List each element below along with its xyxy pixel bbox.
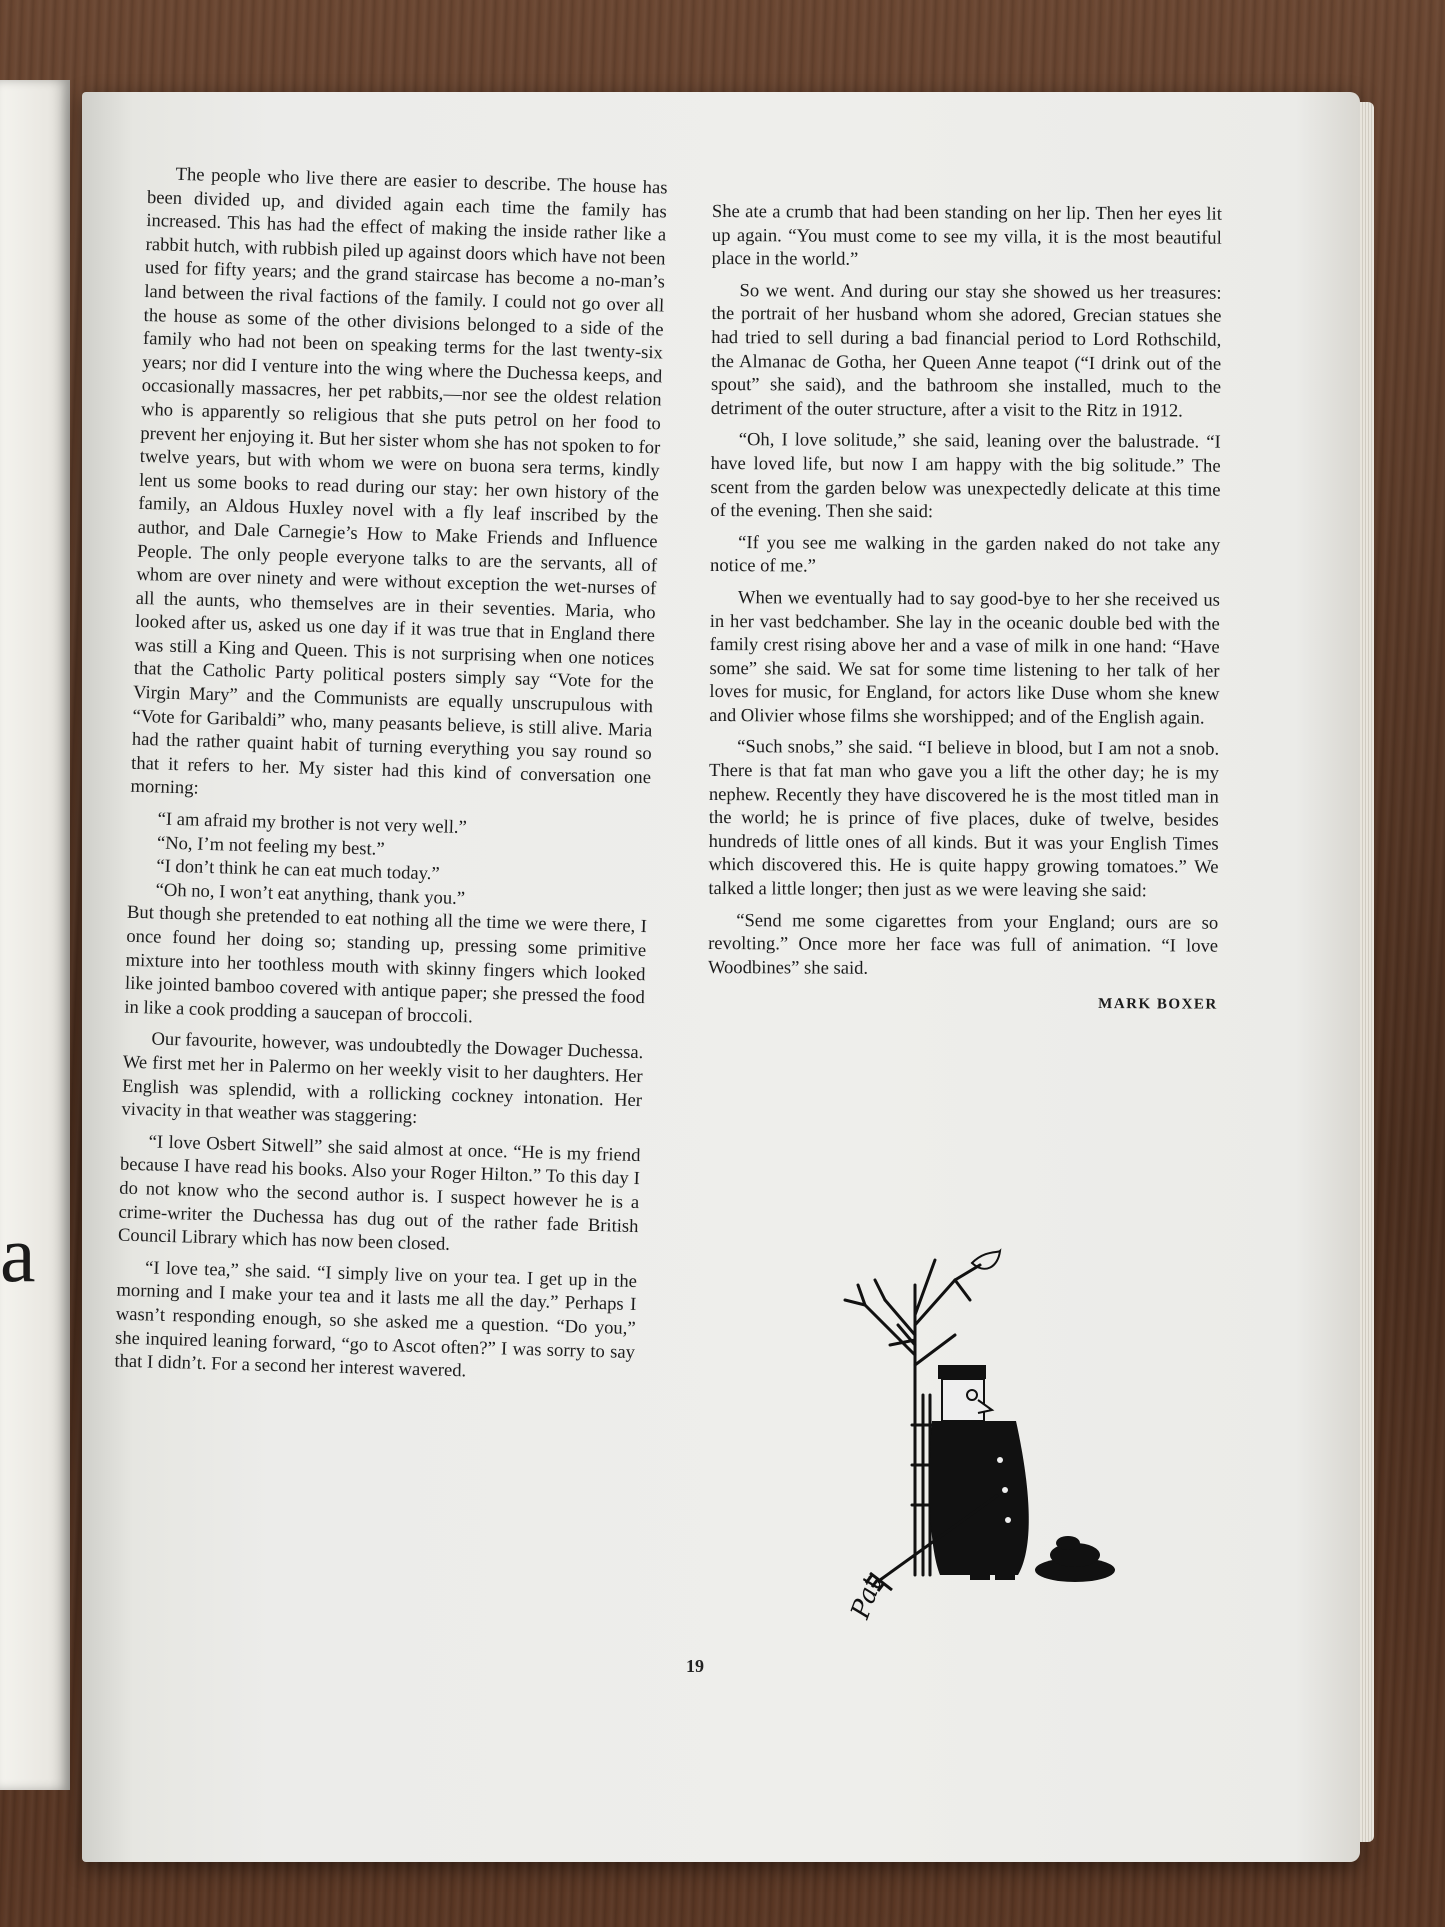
- left-text-column: [114, 162, 668, 1396]
- paragraph: “I love tea,” she said. “I simply live on your tea. I get up in the morning and I make your tea and it lasts me all the day.” Perhaps I wasn’t responding enough, so she asked me a question. “Do you,” she inquired leaning forward, “go to Ascot often?” I was sorry to say that I didn’t. For a second her interest wavered.: [114, 1257, 638, 1382]
- facing-page-letter: a: [0, 1211, 36, 1299]
- author-byline: MARK BOXER: [1098, 996, 1218, 1014]
- leaf-pile-icon: [1035, 1536, 1115, 1582]
- page-edge: [1360, 102, 1374, 1842]
- dialogue-line: “I don’t think he can eat much today.”: [156, 855, 440, 885]
- paragraph: So we went. And during our stay she showed us her treasures: the portrait of her husband whom she adored, Grecian statues she had tried to sell during a bad financial period to Lord Rothschild, the Almanac de Gotha, her Queen Anne teapot (“I drink out of the spout” she said), and the bathroom she installed, much to the detriment of the outer structure, after a visit to the Ritz in 1912.: [710, 279, 1222, 422]
- paragraph: “Such snobs,” she said. “I believe in blood, but I am not a snob. There is that fat man who gave you a lift the other day; he is my nephew. Recently they have discovered he is the most titled man in the world; he is prince of five places, duke of twelve, besides hundreds of little ones of all kinds. But it was your English Times which discovered this. He is quite happy growing tomatoes.” We talked a little longer; then just as we were leaving she said:: [708, 736, 1220, 902]
- gardener-figure-icon: [930, 1365, 1029, 1580]
- dialogue-line: “Oh no, I won’t eat anything, thank you.”: [155, 879, 466, 909]
- dialogue-line: “I am afraid my brother is not very well.”: [157, 808, 468, 839]
- paragraph: Our favourite, however, was undoubtedly the Dowager Duchessa. We first met her in Palermo on her weekly visit to her daughters. Her English was splendid, with a rollicking cockney intonation. Her vivacity in that weather was staggering:: [121, 1028, 644, 1129]
- leaf-icon: [972, 1251, 1000, 1269]
- paragraph: “I love Osbert Sitwell” she said almost at once. “He is my friend because I have read his books. Also your Roger Hilton.” To this day I do not know who the second author is. I suspect however he is a crime-writer the Duchessa has dug out of the rather fade British Council Library which has now been closed.: [117, 1131, 641, 1255]
- paragraph: “If you see me walking in the garden naked do not take any notice of me.”: [710, 531, 1221, 577]
- paragraph: “Oh, I love solitude,” she said, leaning over the balustrade. “I have loved life, but now I am happy with the big solitude.” The scent from the garden below was unexpectedly delicate at this time of the evening. Then she said:: [710, 429, 1221, 523]
- paragraph: She ate a crumb that had been standing on her lip. Then her eyes lit up again. “You must come to see my villa, it is the most beautiful place in the world.”: [711, 200, 1222, 270]
- paragraph: The people who live there are easier to describe. The house has been divided up, and divided again each time the family has increased. This has had the effect of making the inside rather like a rabbit hutch, with rubbish piled up against doors which have not been used for fifty years; and the grand staircase has become a no-man’s land between the rival factions of the family. I could not go over all the house as some of the other divisions belonged to a side of the family who had not been on speaking terms for the last twenty-six years; nor did I venture into the wing where the Duchessa keeps, and occasionally massacres, her pet rabbits,—nor see the oldest relation who is apparently so religious that she puts petrol on her food to prevent her enjoying it. But her sister whom she has not spoken to for twelve years, but with whom we were on buona sera terms, kindly lent us some books to read during our stay: her own history of the family, an Aldous Huxley novel with a fly leaf inscribed by the author, and Dale Carnegie’s How to Make Friends and Influence People. The only people everyone talks to are the servants, all of whom are over ninety and were without exception the wet-nurses of all the aunts, who themselves are in their seventies. Maria, who looked after us, asked us one day if it was true that in England there was still a King and Queen. This is not surprising when one notices that the Catholic Party political posters simply say “Vote for the Virgin Mary” and the Communists are equally unscrupulous with “Vote for Garibaldi” who, many peasants believe, is still alive. Maria had the rather quaint habit of turning everything you say round so that it refers to her. My sister had this kind of conversation one morning:: [130, 163, 668, 800]
- artist-signature: Pat: [845, 1572, 889, 1623]
- facing-page: [0, 80, 70, 1790]
- dialogue-line: “No, I’m not feeling my best.”: [156, 832, 385, 860]
- cartoon-illustration: [820, 1245, 1120, 1625]
- right-text-column: [708, 200, 1222, 1018]
- paragraph: When we eventually had to say good-bye to her she received us in her vast bedchamber. She lay in the oceanic double bed with the family crest rising above her and a vase of milk in one hand: “Have some” she said. We sat for some time listening to her talk of her loves for music, for England, for actors like Duse whom she knew and Olivier whose films she worshipped; and of the English again.: [709, 587, 1220, 729]
- paragraph: But though she pretended to eat nothing all the time we were there, I once found her doing so; standing up, pressing some primitive mixture into her toothless mouth with skinny fingers which looked like jointed bamboo covered with antique paper; she pressed the food in like a cook prodding a saucepan of broccoli.: [124, 902, 648, 1028]
- page-number: 19: [686, 1656, 704, 1676]
- paragraph: “Send me some cigarettes from your England; ours are so revolting.” Once more her face was full of animation. “I love Woodbines” she said.: [707, 909, 1219, 979]
